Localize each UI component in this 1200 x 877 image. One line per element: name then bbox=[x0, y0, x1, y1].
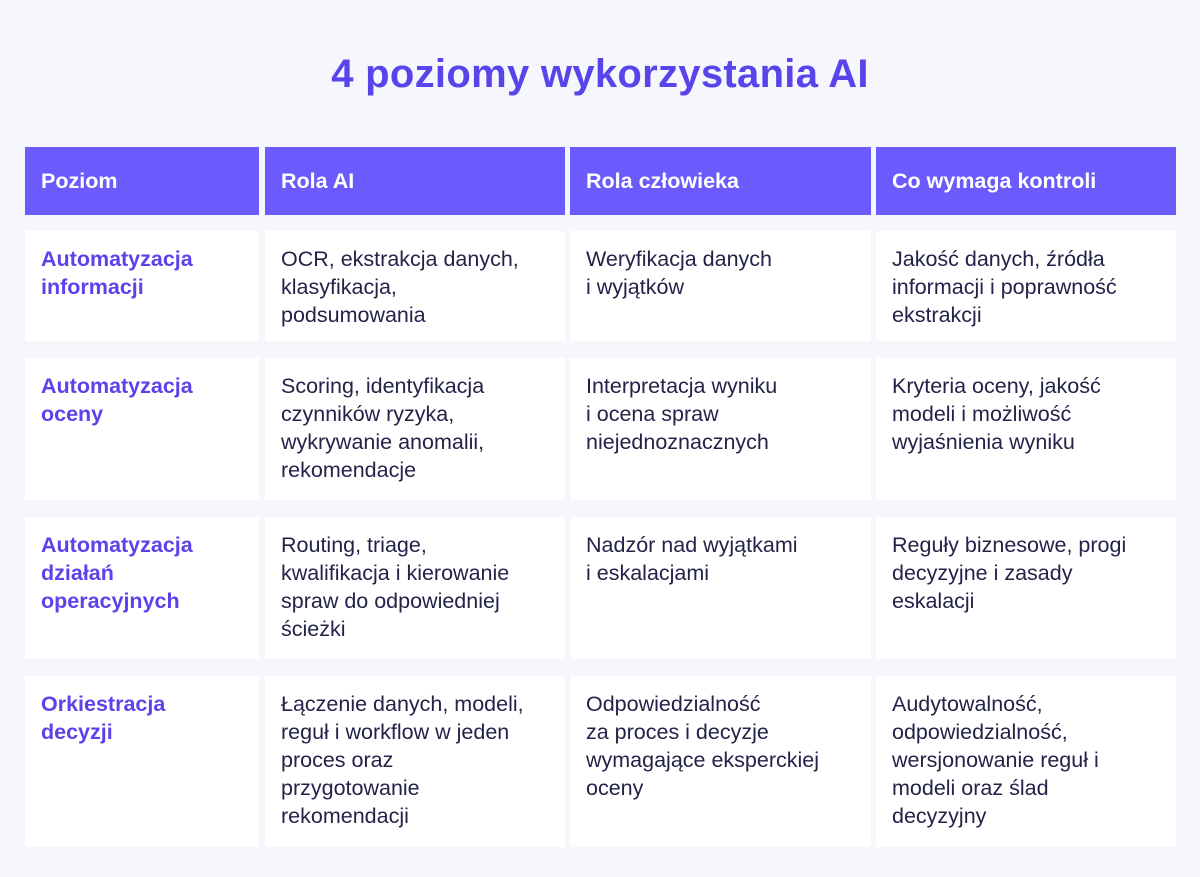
cell-text-line: Automatyzacja bbox=[41, 374, 193, 398]
cell-text-line: Interpretacja wyniku bbox=[586, 374, 778, 398]
cell-text-line: informacji bbox=[41, 275, 144, 299]
cell-text-line: kwalifikacja i kierowanie bbox=[281, 561, 510, 585]
cell-text-line: OCR, ekstrakcja danych, bbox=[281, 247, 519, 271]
cell-text-line: proces oraz bbox=[281, 748, 394, 772]
level-cell bbox=[25, 358, 259, 500]
cell-text-line: eskalacji bbox=[892, 589, 975, 613]
cell-text-line: Automatyzacja bbox=[41, 247, 193, 271]
human-role-cell bbox=[570, 676, 871, 847]
cell-text-line: czynników ryzyka, bbox=[281, 402, 455, 426]
ai-role-cell bbox=[265, 676, 565, 847]
level-cell bbox=[25, 517, 259, 659]
control-cell bbox=[876, 358, 1176, 500]
cell-text-line: Orkiestracja bbox=[41, 692, 166, 716]
control-cell bbox=[876, 231, 1176, 341]
level-cell bbox=[25, 231, 259, 341]
cell-text-line: Kryteria oceny, jakość bbox=[892, 374, 1101, 398]
human-role-cell bbox=[570, 358, 871, 500]
cell-text-line: działań bbox=[41, 561, 114, 585]
header-cell-rola-czlowieka: Rola człowieka bbox=[570, 147, 871, 215]
cell-text-line: Audytowalność, bbox=[892, 692, 1043, 716]
control-cell bbox=[876, 517, 1176, 659]
cell-text-line: modeli oraz ślad bbox=[892, 776, 1049, 800]
page-title: 4 poziomy wykorzystania AI bbox=[331, 52, 869, 96]
cell-text-line: niejednoznacznych bbox=[586, 430, 769, 454]
cell-text-line: Scoring, identyfikacja bbox=[281, 374, 485, 398]
cell-text-line: rekomendacji bbox=[281, 804, 409, 828]
header-cell-poziom: Poziom bbox=[25, 147, 259, 215]
cell-text-line: oceny bbox=[586, 776, 644, 800]
ai-role-cell bbox=[265, 517, 565, 659]
cell-text-line: wersjonowanie reguł i bbox=[892, 748, 1099, 772]
cell-text-line: za proces i decyzje bbox=[586, 720, 769, 744]
cell-text-line: oceny bbox=[41, 402, 104, 426]
table-row bbox=[25, 358, 1176, 500]
table-header-row bbox=[25, 147, 1176, 215]
cell-text-line: Automatyzacja bbox=[41, 533, 193, 557]
cell-text-line: decyzji bbox=[41, 720, 113, 744]
cell-text-line: operacyjnych bbox=[41, 589, 180, 613]
cell-text-line: podsumowania bbox=[281, 303, 426, 327]
cell-text-line: i ocena spraw bbox=[586, 402, 719, 426]
cell-text-line: Jakość danych, źródła bbox=[892, 247, 1105, 271]
cell-text-line: i eskalacjami bbox=[586, 561, 710, 585]
cell-text-line: ekstrakcji bbox=[892, 303, 982, 327]
cell-text-line: decyzyjny bbox=[892, 804, 987, 828]
cell-text-line: reguł i workflow w jeden bbox=[281, 720, 510, 744]
cell-text-line: Nadzór nad wyjątkami bbox=[586, 533, 798, 557]
cell-text-line: modeli i możliwość bbox=[892, 402, 1072, 426]
cell-text-line: wykrywanie anomalii, bbox=[281, 430, 485, 454]
cell-text-line: Routing, triage, bbox=[281, 533, 427, 557]
cell-text-line: Weryfikacja danych bbox=[586, 247, 773, 271]
cell-text-line: klasyfikacja, bbox=[281, 275, 397, 299]
cell-text-line: Reguły biznesowe, progi bbox=[892, 533, 1127, 557]
cell-text-line: Odpowiedzialność bbox=[586, 692, 761, 716]
header-cell-rola-ai: Rola AI bbox=[265, 147, 565, 215]
cell-text-line: rekomendacje bbox=[281, 458, 417, 482]
level-cell bbox=[25, 676, 259, 847]
ai-role-cell bbox=[265, 231, 565, 341]
human-role-cell bbox=[570, 517, 871, 659]
cell-text-line: wyjaśnienia wyniku bbox=[892, 430, 1075, 454]
table-row bbox=[25, 231, 1176, 341]
human-role-cell bbox=[570, 231, 871, 341]
cell-text-line: wymagające eksperckiej bbox=[586, 748, 820, 772]
ai-role-cell bbox=[265, 358, 565, 500]
header-cell-co-wymaga-kontroli: Co wymaga kontroli bbox=[876, 147, 1176, 215]
cell-text-line: spraw do odpowiedniej bbox=[281, 589, 500, 613]
table-row bbox=[25, 517, 1176, 659]
control-cell bbox=[876, 676, 1176, 847]
cell-text-line: Łączenie danych, modeli, bbox=[281, 692, 524, 716]
cell-text-line: przygotowanie bbox=[281, 776, 420, 800]
cell-text-line: informacji i poprawność bbox=[892, 275, 1117, 299]
cell-text-line: decyzyjne i zasady bbox=[892, 561, 1073, 585]
cell-text-line: i wyjątków bbox=[586, 275, 684, 299]
table-row bbox=[25, 676, 1176, 847]
cell-text-line: ścieżki bbox=[281, 617, 346, 641]
cell-text-line: odpowiedzialność, bbox=[892, 720, 1068, 744]
